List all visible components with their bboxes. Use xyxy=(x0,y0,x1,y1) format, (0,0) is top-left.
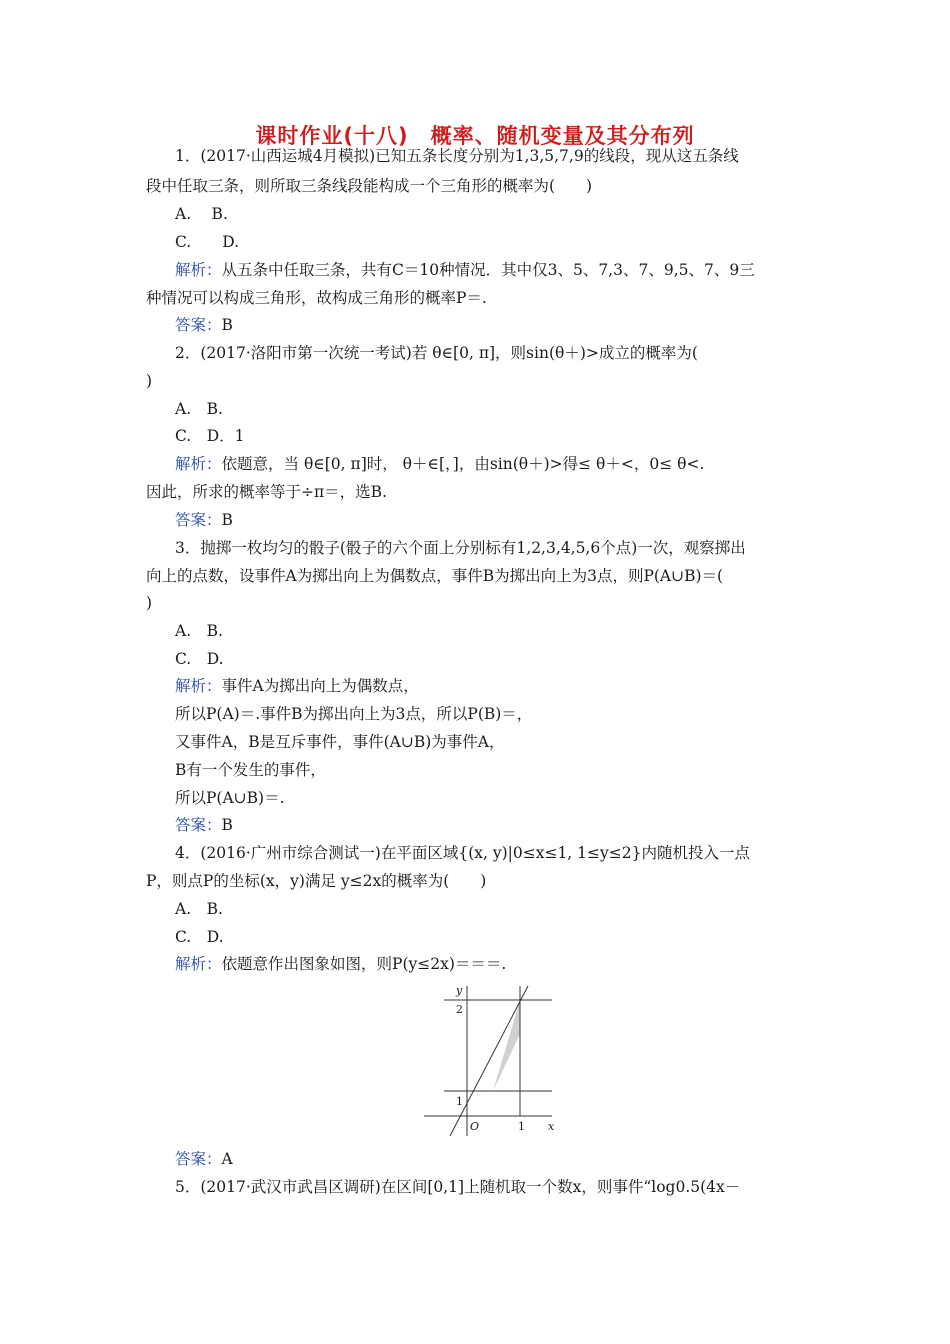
page-title: 课时作业(十八) 概率、随机变量及其分布列 xyxy=(255,124,695,148)
q1-options-ab: A. B. xyxy=(175,205,228,223)
answer-label: 答案： xyxy=(175,316,222,334)
q1-answer: 答案：B xyxy=(175,316,233,334)
q3-analysis-line1: 解析：事件A为掷出向上为偶数点， xyxy=(175,677,419,695)
q3-analysis-line4: B有一个发生的事件， xyxy=(175,761,326,779)
x-axis-label: x xyxy=(548,1120,555,1133)
q4-analysis-line1: 解析：依题意作出图象如图，则P(y≤2x)＝＝＝. xyxy=(175,955,507,973)
analysis-label: 解析： xyxy=(175,955,222,973)
q2-stem-line2: ) xyxy=(146,372,153,390)
q2-analysis-line1: 解析：依题意，当 θ∈[0, π]时， θ＋∈[，]，由sin(θ＋)>得≤ θ＋<，0≤ θ<. xyxy=(175,455,705,473)
analysis-label: 解析： xyxy=(175,455,222,473)
q1-analysis-line1: 解析：从五条中任取三条，共有C＝10种情况．其中仅3、5、7,3、7、9,5、7、9三 xyxy=(175,261,755,279)
q4-stem-line2: P，则点P的坐标(x，y)满足 y≤2x的概率为( ) xyxy=(146,872,487,890)
q1-options-cd: C. D. xyxy=(175,233,240,251)
tick-label-x1: 1 xyxy=(518,1120,525,1133)
origin-label: O xyxy=(470,1120,480,1133)
q4-options-cd: C. D. xyxy=(175,928,224,946)
q1-stem-line1: 1．(2017·山西运城4月模拟)已知五条长度分别为1,3,5,7,9的线段，现从这五条线 xyxy=(175,147,739,165)
q4-options-ab: A. B. xyxy=(175,900,223,918)
q3-options-cd: C. D. xyxy=(175,650,224,668)
tick-label-y1: 1 xyxy=(456,1095,463,1108)
analysis-label: 解析： xyxy=(175,261,222,279)
tick-label-y2: 2 xyxy=(456,1003,463,1016)
q3-analysis-line3: 又事件A，B是互斥事件，事件(A∪B)为事件A， xyxy=(175,733,505,751)
q3-stem-line1: 3．抛掷一枚均匀的骰子(骰子的六个面上分别标有1,2,3,4,5,6个点)一次，观察掷出 xyxy=(175,539,746,557)
q3-analysis-line2: 所以P(A)＝.事件B为掷出向上为3点，所以P(B)＝， xyxy=(175,705,533,723)
q3-options-ab: A. B. xyxy=(175,622,223,640)
q1-analysis-line2: 种情况可以构成三角形，故构成三角形的概率P＝. xyxy=(146,289,487,307)
q1-stem-line2: 段中任取三条，则所取三条线段能构成一个三角形的概率为( ) xyxy=(146,177,593,195)
analysis-label: 解析： xyxy=(175,677,222,695)
q2-stem-line1: 2．(2017·洛阳市第一次统一考试)若 θ∈[0, π]，则sin(θ＋)>成立的概率为( xyxy=(175,344,698,362)
y-axis-label: y xyxy=(456,984,463,997)
answer-label: 答案： xyxy=(175,1150,222,1168)
q3-stem-line3: ) xyxy=(146,594,153,612)
region-figure xyxy=(420,980,560,1140)
q4-stem-line1: 4．(2016·广州市综合测试一)在平面区域{(x, y)|0≤x≤1, 1≤y≤2}内随机投入一点 xyxy=(175,844,750,862)
q2-analysis-line2: 因此，所求的概率等于÷π＝，选B. xyxy=(146,483,387,501)
q4-answer: 答案：A xyxy=(175,1150,233,1168)
q3-stem-line2: 向上的点数，设事件A为掷出向上为偶数点，事件B为掷出向上为3点，则P(A∪B)＝( xyxy=(146,567,724,585)
q3-analysis-line5: 所以P(A∪B)＝. xyxy=(175,789,285,807)
answer-label: 答案： xyxy=(175,511,222,529)
q2-answer: 答案：B xyxy=(175,511,233,529)
answer-label: 答案： xyxy=(175,816,222,834)
q2-options-ab: A. B. xyxy=(175,400,223,418)
q2-options-cd: C. D．1 xyxy=(175,427,245,445)
q3-answer: 答案：B xyxy=(175,816,233,834)
q5-stem-line1: 5．(2017·武汉市武昌区调研)在区间[0,1]上随机取一个数x，则事件“log0.5(4x－ xyxy=(175,1178,741,1196)
